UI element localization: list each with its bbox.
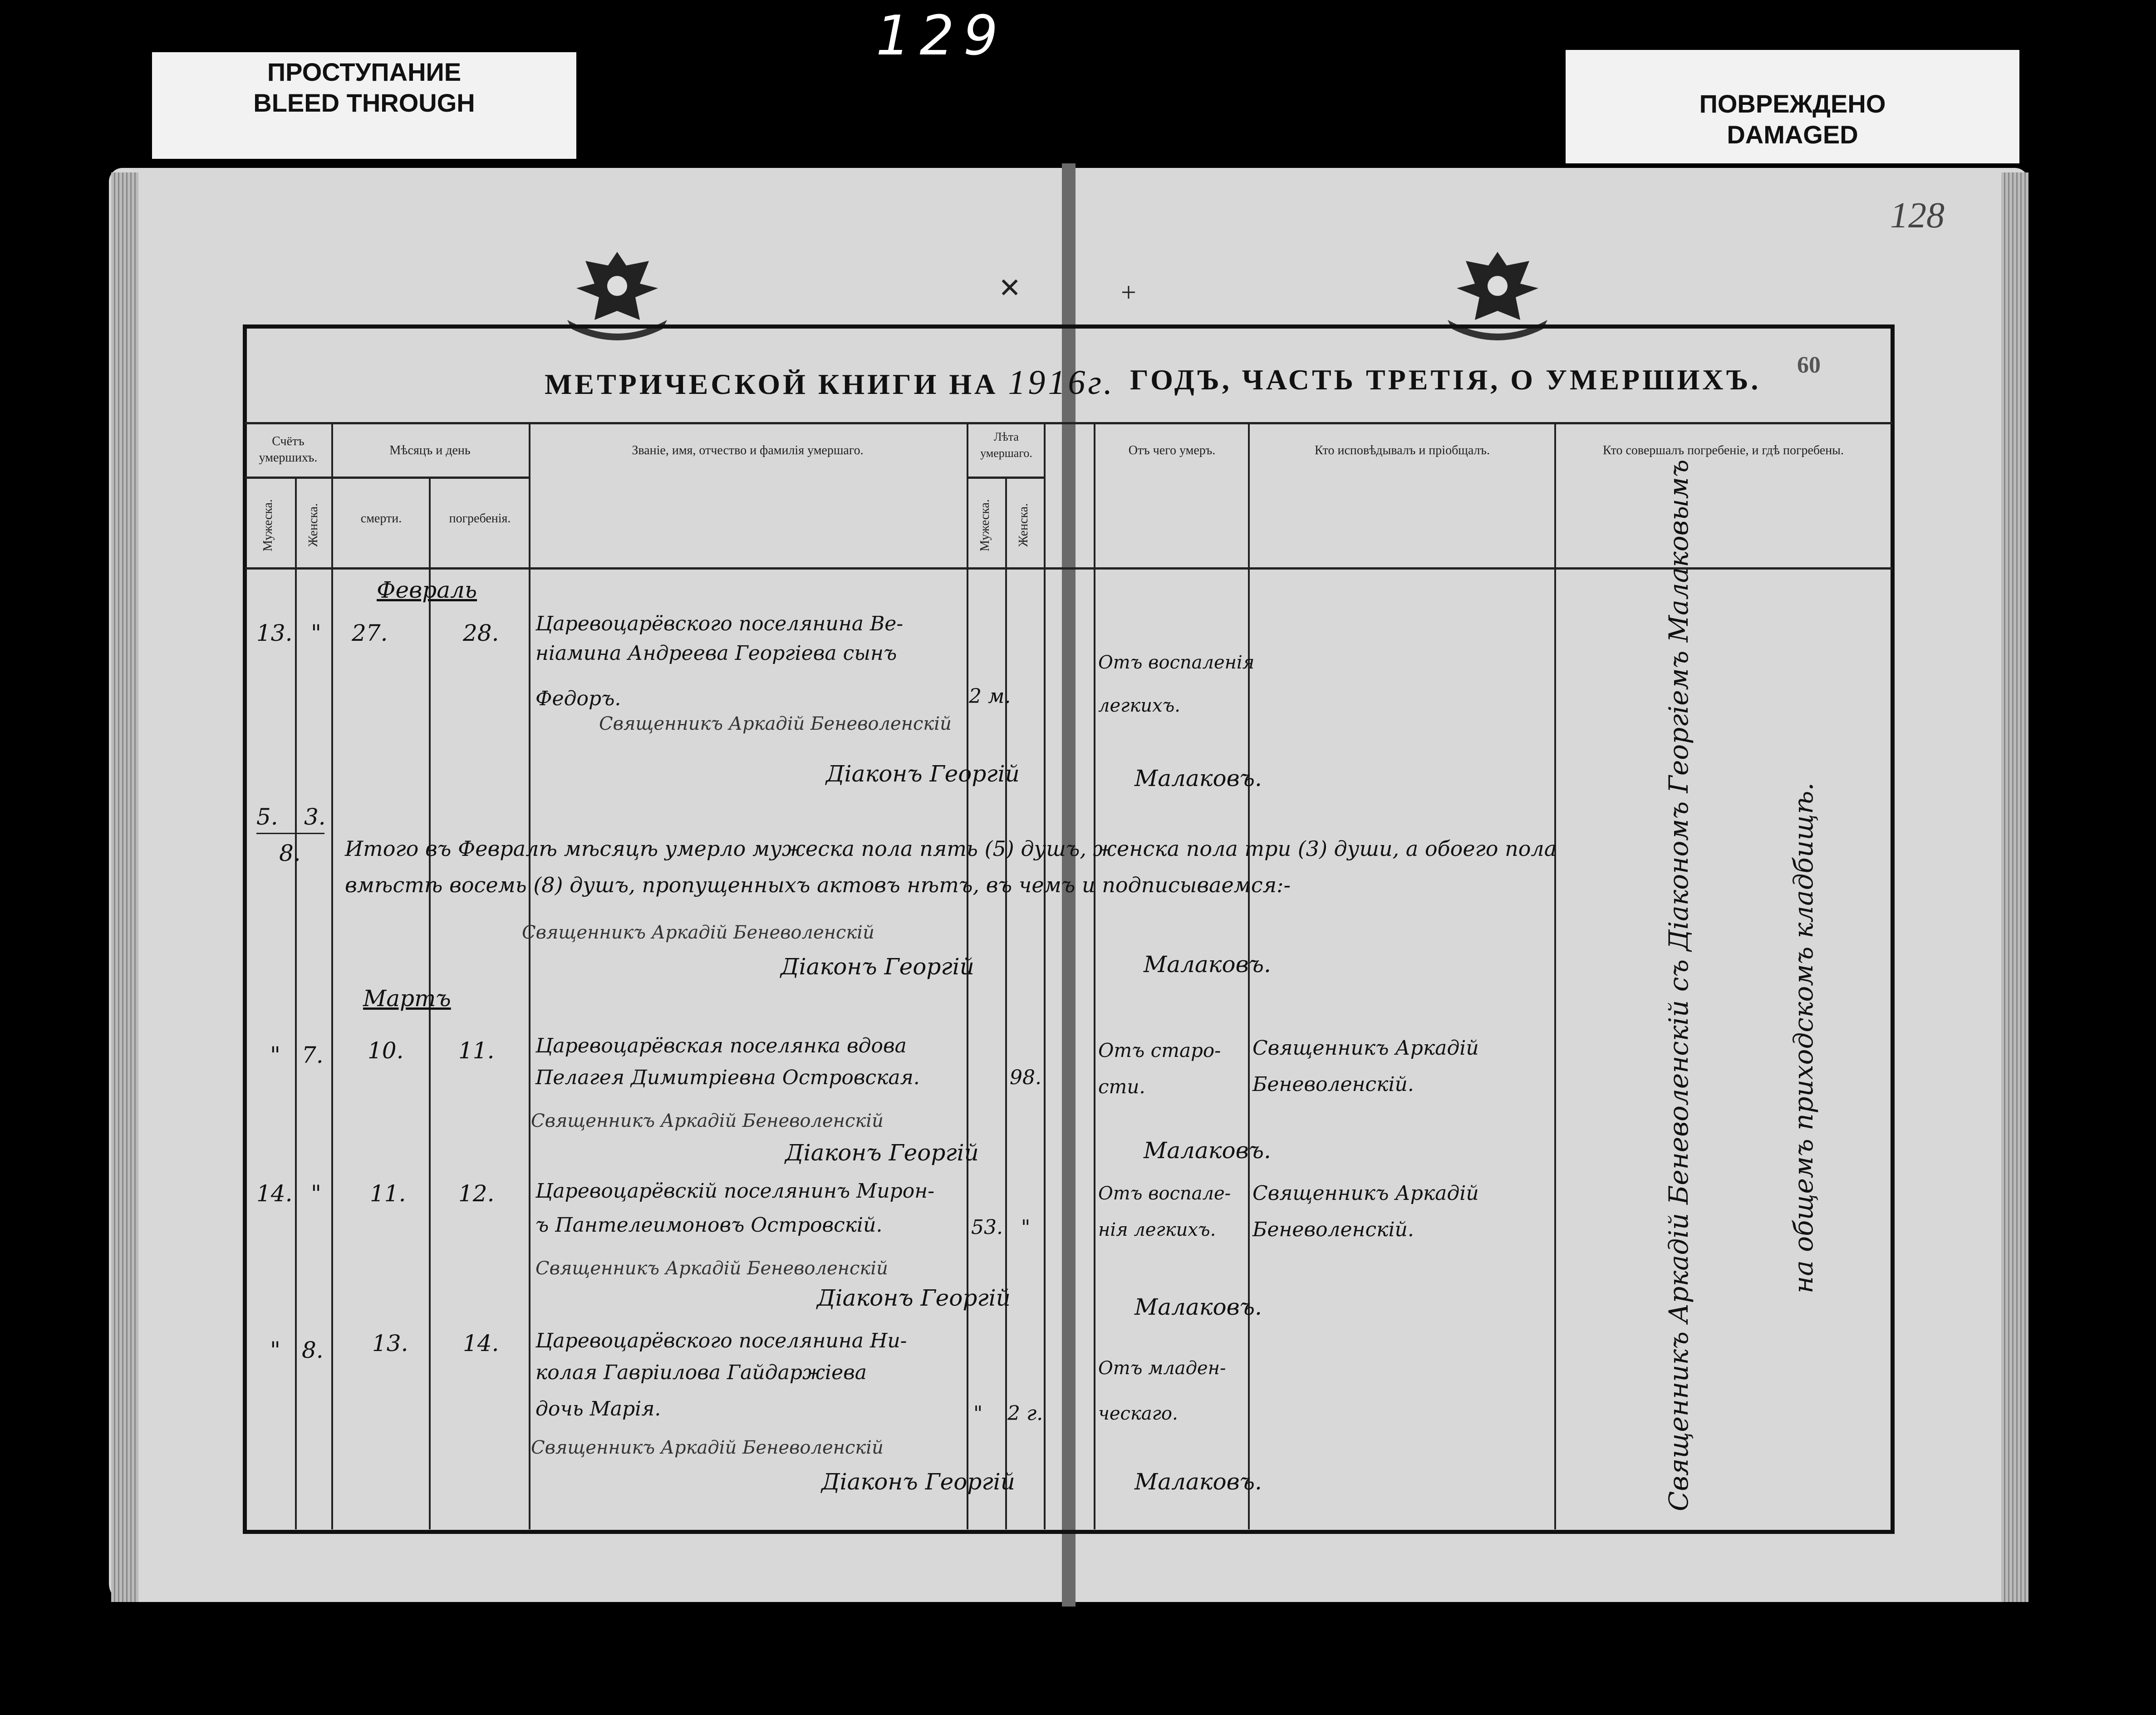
entry-male-no: ": [270, 1337, 280, 1363]
bleed-through-en: BLEED THROUGH: [253, 88, 475, 117]
damaged-ru: ПОВРЕЖДЕНО: [1699, 89, 1886, 118]
header-confessor: Кто исповѣдывалъ и пріобщалъ.: [1314, 443, 1490, 457]
entry-male-no: ": [270, 1042, 280, 1068]
entry-age-male: 53.: [971, 1216, 1003, 1239]
entry-male-no: 13.: [256, 620, 293, 646]
entry-name-line: Федоръ.: [535, 687, 621, 710]
entry-name-line: Пелагея Димитріевна Островская.: [535, 1066, 920, 1089]
header-burier: Кто совершалъ погребеніе, и гдѣ погребены.: [1603, 443, 1844, 457]
col-line: [1044, 424, 1046, 1529]
title-right: ГОДЪ, ЧАСТЬ ТРЕТІЯ, О УМЕРШИХЪ.: [1130, 364, 1761, 396]
title-left-text: МЕТРИЧЕСКОЙ КНИГИ НА: [545, 368, 998, 400]
entry-name-line: Царевоцарёвского поселянина Ве-: [535, 612, 904, 635]
ink-mark: +: [1121, 277, 1136, 307]
entry-female-no: ": [311, 620, 321, 646]
subheader-line-left: [245, 477, 529, 479]
header-age: Лѣта умершаго.: [980, 430, 1032, 460]
psalmist-signature: Малаковъ.: [1134, 1469, 1262, 1495]
summary-male: 5.: [256, 804, 278, 830]
deacon-signature: Діаконъ Георгій: [826, 761, 1020, 787]
priest-signature: Священникъ Аркадій Беневоленскій: [599, 713, 952, 734]
page-number: 60: [1797, 352, 1821, 378]
entry-cause-line: сти.: [1098, 1076, 1145, 1098]
title-year: 1916г.: [1008, 364, 1115, 402]
header-top-line: [245, 422, 1892, 424]
priest-signature: Священникъ Аркадій Беневоленскій: [522, 922, 874, 943]
archive-number: 129: [876, 5, 1007, 68]
entry-cause-line: Отъ младен-: [1098, 1358, 1226, 1379]
entry-cause-line: Отъ воспаленія: [1098, 652, 1255, 673]
priest-signature: Священникъ Аркадій Беневоленскій: [531, 1437, 884, 1458]
header-age-male: Мужеска.: [978, 499, 992, 551]
entry-confessor-line: Священникъ Аркадій: [1252, 1182, 1479, 1205]
deacon-signature: Діаконъ Георгій: [785, 1140, 979, 1166]
entry-male-no: 14.: [256, 1180, 293, 1207]
header-bottom-line: [245, 567, 1892, 570]
entry-name-line: колая Гавріилова Гайдаржіева: [535, 1361, 867, 1384]
entry-female-no: 7.: [302, 1042, 324, 1068]
month-label-february: Февраль: [377, 577, 477, 603]
entry-cause-line: ческаго.: [1098, 1403, 1178, 1424]
priest-signature: Священникъ Аркадій Беневоленскій: [535, 1258, 888, 1279]
col-line: [1554, 424, 1556, 1529]
entry-cause-line: Отъ старо-: [1098, 1039, 1221, 1061]
header-male: Мужеска.: [261, 499, 275, 551]
col-line: [1094, 424, 1095, 1529]
right-page-edges: [2001, 172, 2028, 1602]
burial-note-cemetery: на общемъ приходскомъ кладбищѣ.: [1788, 782, 1819, 1293]
deacon-signature: Діаконъ Георгій: [781, 953, 974, 980]
summary-line: Итого въ Февралѣ мѣсяцѣ умерло мужеска пола пять (5) душъ, женска пола три (3) души, а обоего пола: [345, 836, 1557, 861]
entry-confessor-line: Беневоленскій.: [1252, 1218, 1414, 1241]
entry-death-day: 27.: [352, 620, 388, 646]
summary-total: 8.: [279, 840, 301, 866]
summary-underline: [256, 833, 324, 834]
col-line: [331, 424, 333, 1529]
entry-name-line: Царевоцарёвскій поселянинъ Мирон-: [535, 1179, 935, 1203]
entry-age-female: ": [1021, 1216, 1031, 1239]
entry-age-male: 2 м.: [969, 685, 1011, 708]
deacon-signature: Діаконъ Георгій: [821, 1469, 1015, 1495]
col-line: [295, 477, 297, 1529]
summary-line: вмѣстѣ восемь (8) душъ, пропущенныхъ актовъ нѣтъ, въ чемъ и подписываемся:-: [345, 873, 1291, 897]
burial-note-priest: Священникъ Аркадій Беневоленскій съ Діакономъ Георгіемъ Малаковымъ: [1663, 459, 1694, 1511]
entry-age-female: 98.: [1010, 1066, 1041, 1089]
folio-number: 128: [1890, 196, 1945, 236]
header-name: Званіе, имя, отчество и фамилія умершаго.: [632, 443, 864, 457]
psalmist-signature: Малаковъ.: [1144, 951, 1271, 978]
entry-name-line: дочь Марія.: [535, 1397, 661, 1420]
entry-confessor-line: Беневоленскій.: [1252, 1073, 1414, 1096]
deacon-signature: Діаконъ Георгій: [817, 1285, 1011, 1311]
entry-death-day: 11.: [370, 1180, 406, 1207]
entry-name-line: Царевоцарёвского поселянина Ни-: [535, 1329, 907, 1352]
month-label-march: Мартъ: [363, 985, 451, 1012]
entry-name-line: Царевоцарёвская поселянка вдова: [535, 1034, 907, 1057]
entry-name-line: ъ Пантелеимоновъ Островскій.: [535, 1214, 883, 1237]
summary-female: 3.: [304, 804, 326, 830]
header-month-day: Мѣсяцъ и день: [389, 443, 471, 457]
psalmist-signature: Малаковъ.: [1134, 765, 1262, 791]
psalmist-signature: Малаковъ.: [1134, 1294, 1262, 1320]
entry-name-line: ніамина Андреева Георгіева сынъ: [535, 642, 897, 665]
entry-age-female: 2 г.: [1007, 1402, 1043, 1425]
entry-age-male: ": [973, 1402, 983, 1425]
header-female: Женска.: [306, 503, 320, 547]
left-page-edges: [111, 172, 138, 1602]
header-cause: Отъ чего умеръ.: [1128, 443, 1216, 457]
header-burial: погребенія.: [449, 511, 511, 526]
bleed-through-label: [152, 52, 576, 159]
entry-burial-day: 28.: [463, 620, 499, 646]
psalmist-signature: Малаковъ.: [1144, 1137, 1271, 1164]
header-age-female: Женска.: [1017, 503, 1031, 547]
entry-cause-line: Отъ воспале-: [1098, 1183, 1231, 1204]
entry-cause-line: легкихъ.: [1098, 695, 1180, 716]
col-line: [529, 424, 530, 1529]
header-death: смерти.: [360, 511, 402, 526]
entry-cause-line: нія легкихъ.: [1098, 1219, 1216, 1240]
col-line: [1005, 477, 1007, 1529]
entry-burial-day: 11.: [458, 1037, 495, 1064]
entry-female-no: ": [311, 1180, 321, 1207]
damaged-en: DAMAGED: [1727, 120, 1858, 149]
ink-mark: ✕: [998, 273, 1022, 303]
priest-signature: Священникъ Аркадій Беневоленскій: [531, 1111, 884, 1131]
entry-burial-day: 14.: [463, 1330, 499, 1356]
entry-death-day: 10.: [368, 1037, 404, 1064]
entry-death-day: 13.: [372, 1330, 408, 1356]
damaged-label: [1566, 50, 2019, 163]
bleed-through-ru: ПРОСТУПАНИЕ: [267, 58, 462, 86]
entry-burial-day: 12.: [458, 1180, 495, 1207]
entry-female-no: 8.: [302, 1337, 324, 1363]
entry-confessor-line: Священникъ Аркадій: [1252, 1037, 1479, 1060]
header-count: Счётъ умершихъ.: [259, 434, 318, 465]
